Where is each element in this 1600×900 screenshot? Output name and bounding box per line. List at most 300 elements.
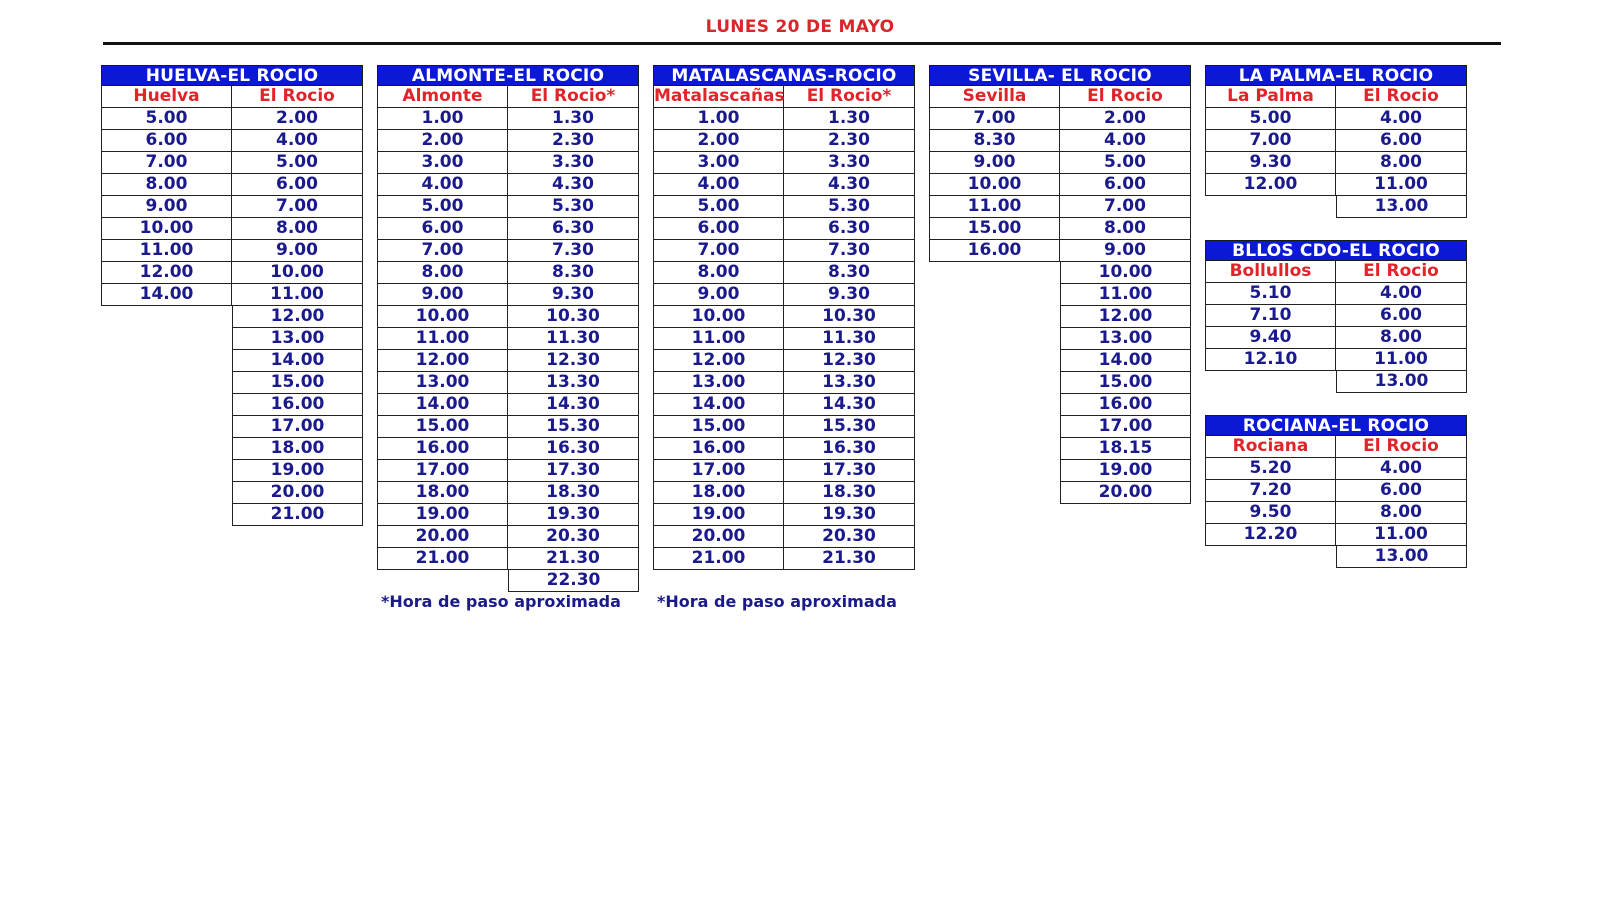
departure-time: 21.00 [377, 548, 508, 570]
table-row [1205, 174, 1467, 196]
destination-column-header: El Rocio [1060, 86, 1191, 108]
table-title: MATALASCANAS-ROCIO [653, 65, 915, 86]
table-row [377, 196, 639, 218]
return-time: 5.00 [1060, 152, 1191, 174]
table-row [653, 152, 915, 174]
table-almonte [377, 65, 639, 592]
table-row [1205, 327, 1467, 349]
table-row [929, 108, 1191, 130]
departure-time: 12.00 [101, 262, 232, 284]
departure-time: 4.00 [377, 174, 508, 196]
table-row [929, 174, 1191, 196]
return-time: 13.00 [1060, 328, 1191, 350]
empty-cell [929, 438, 1060, 460]
departure-time: 10.00 [101, 218, 232, 240]
departure-time: 5.00 [377, 196, 508, 218]
return-time: 20.00 [232, 482, 363, 504]
return-time: 1.30 [508, 108, 639, 130]
departure-time: 4.00 [653, 174, 784, 196]
return-time: 10.00 [1060, 262, 1191, 284]
departure-time: 19.00 [653, 504, 784, 526]
departure-time: 6.00 [377, 218, 508, 240]
return-time: 15.00 [1060, 372, 1191, 394]
departure-time: 9.30 [1205, 152, 1336, 174]
empty-cell [377, 570, 508, 592]
table-row [653, 328, 915, 350]
table-rociana [1205, 415, 1467, 568]
return-time: 3.30 [784, 152, 915, 174]
departure-time: 9.50 [1205, 502, 1336, 524]
return-time: 13.00 [1336, 371, 1467, 393]
return-time: 18.30 [784, 482, 915, 504]
table-row [377, 372, 639, 394]
return-time: 21.30 [508, 548, 639, 570]
return-time: 10.30 [784, 306, 915, 328]
return-time: 16.00 [1060, 394, 1191, 416]
table-row [377, 504, 639, 526]
departure-time: 10.00 [929, 174, 1060, 196]
origin-column-header: Sevilla [929, 86, 1060, 108]
table-title: ROCIANA-EL ROCIO [1205, 415, 1467, 436]
table-row [101, 196, 363, 218]
departure-time: 12.00 [653, 350, 784, 372]
departure-time: 20.00 [377, 526, 508, 548]
return-time: 9.30 [784, 284, 915, 306]
table-row [653, 130, 915, 152]
return-time: 15.30 [784, 416, 915, 438]
return-time: 8.00 [1336, 327, 1467, 349]
table-row [1205, 108, 1467, 130]
return-time: 16.30 [508, 438, 639, 460]
empty-cell [929, 328, 1060, 350]
return-time: 12.30 [508, 350, 639, 372]
table-row [653, 240, 915, 262]
departure-time: 16.00 [377, 438, 508, 460]
footnote-almonte: *Hora de paso aproximada [381, 592, 621, 611]
return-time: 4.00 [1336, 108, 1467, 130]
table-row [929, 438, 1191, 460]
departure-time: 17.00 [653, 460, 784, 482]
return-time: 22.30 [508, 570, 639, 592]
return-time: 14.30 [784, 394, 915, 416]
return-time: 13.00 [1336, 196, 1467, 218]
return-time: 6.30 [508, 218, 639, 240]
table-row [377, 328, 639, 350]
table-row [653, 306, 915, 328]
table-row [377, 416, 639, 438]
table-row [1205, 130, 1467, 152]
return-time: 6.00 [232, 174, 363, 196]
table-row [653, 372, 915, 394]
return-time: 10.00 [232, 262, 363, 284]
table-row [377, 438, 639, 460]
return-time: 11.00 [1336, 524, 1467, 546]
departure-time: 11.00 [377, 328, 508, 350]
return-time: 5.30 [784, 196, 915, 218]
departure-time: 18.00 [653, 482, 784, 504]
empty-cell [1205, 196, 1336, 218]
table-row [377, 284, 639, 306]
table-row [101, 174, 363, 196]
table-row [653, 108, 915, 130]
origin-column-header: Almonte [377, 86, 508, 108]
table-row [377, 460, 639, 482]
departure-time: 5.20 [1205, 458, 1336, 480]
table-row [929, 130, 1191, 152]
table-row [101, 438, 363, 460]
empty-cell [101, 416, 232, 438]
table-row [1205, 349, 1467, 371]
departure-time: 3.00 [377, 152, 508, 174]
table-title: SEVILLA- EL ROCIO [929, 65, 1191, 86]
table-row [1205, 480, 1467, 502]
table-row [653, 284, 915, 306]
return-time: 18.30 [508, 482, 639, 504]
destination-column-header: El Rocio [1336, 261, 1467, 283]
table-row [1205, 305, 1467, 327]
table-row [929, 372, 1191, 394]
return-time: 6.00 [1336, 480, 1467, 502]
table-row [1205, 546, 1467, 568]
table-huelva [101, 65, 363, 526]
return-time: 4.00 [232, 130, 363, 152]
return-time: 12.00 [1060, 306, 1191, 328]
departure-time: 12.00 [377, 350, 508, 372]
return-time: 21.30 [784, 548, 915, 570]
return-time: 18.15 [1060, 438, 1191, 460]
table-row [653, 416, 915, 438]
return-time: 11.00 [232, 284, 363, 306]
return-time: 11.30 [508, 328, 639, 350]
return-time: 5.30 [508, 196, 639, 218]
departure-time: 6.00 [653, 218, 784, 240]
table-row [929, 328, 1191, 350]
departure-time: 15.00 [377, 416, 508, 438]
empty-cell [101, 394, 232, 416]
return-time: 7.00 [232, 196, 363, 218]
table-row [1205, 502, 1467, 524]
table-row [101, 504, 363, 526]
departure-time: 7.20 [1205, 480, 1336, 502]
departure-time: 12.20 [1205, 524, 1336, 546]
table-bollullos [1205, 240, 1467, 393]
departure-time: 20.00 [653, 526, 784, 548]
departure-time: 5.00 [653, 196, 784, 218]
empty-cell [929, 306, 1060, 328]
table-row [101, 262, 363, 284]
departure-time: 7.00 [101, 152, 232, 174]
return-time: 16.00 [232, 394, 363, 416]
table-row [1205, 196, 1467, 218]
departure-time: 21.00 [653, 548, 784, 570]
departure-time: 5.10 [1205, 283, 1336, 305]
table-row [1205, 283, 1467, 305]
return-time: 19.00 [1060, 460, 1191, 482]
return-time: 11.30 [784, 328, 915, 350]
departure-time: 1.00 [377, 108, 508, 130]
return-time: 8.00 [1060, 218, 1191, 240]
departure-time: 5.00 [1205, 108, 1336, 130]
column-header-row [653, 86, 915, 108]
origin-column-header: La Palma [1205, 86, 1336, 108]
table-lapalma [1205, 65, 1467, 218]
table-row [101, 416, 363, 438]
return-time: 17.00 [1060, 416, 1191, 438]
departure-time: 2.00 [377, 130, 508, 152]
return-time: 13.30 [508, 372, 639, 394]
departure-time: 3.00 [653, 152, 784, 174]
departure-time: 9.00 [377, 284, 508, 306]
return-time: 3.30 [508, 152, 639, 174]
departure-time: 7.00 [653, 240, 784, 262]
table-row [377, 548, 639, 570]
return-time: 6.00 [1336, 130, 1467, 152]
return-time: 13.30 [784, 372, 915, 394]
return-time: 8.00 [232, 218, 363, 240]
return-time: 15.00 [232, 372, 363, 394]
table-matalascanas [653, 65, 915, 570]
page-title: LUNES 20 DE MAYO [705, 17, 895, 37]
table-row [377, 174, 639, 196]
table-row [101, 240, 363, 262]
table-row [377, 526, 639, 548]
departure-time: 11.00 [653, 328, 784, 350]
return-time: 13.00 [1336, 546, 1467, 568]
departure-time: 14.00 [101, 284, 232, 306]
table-title: BLLOS CDO-EL ROCIO [1205, 240, 1467, 261]
departure-time: 2.00 [653, 130, 784, 152]
table-row [929, 218, 1191, 240]
return-time: 9.00 [232, 240, 363, 262]
return-time: 11.00 [1336, 349, 1467, 371]
table-row [101, 130, 363, 152]
empty-cell [101, 372, 232, 394]
table-row [653, 196, 915, 218]
empty-cell [929, 394, 1060, 416]
return-time: 6.30 [784, 218, 915, 240]
empty-cell [101, 504, 232, 526]
table-row [101, 108, 363, 130]
departure-time: 10.00 [377, 306, 508, 328]
departure-time: 6.00 [101, 130, 232, 152]
departure-time: 13.00 [653, 372, 784, 394]
return-time: 6.00 [1060, 174, 1191, 196]
table-row [929, 482, 1191, 504]
empty-cell [929, 284, 1060, 306]
table-row [653, 482, 915, 504]
destination-column-header: El Rocio [232, 86, 363, 108]
table-row [101, 394, 363, 416]
return-time: 8.30 [508, 262, 639, 284]
return-time: 2.30 [508, 130, 639, 152]
empty-cell [929, 372, 1060, 394]
return-time: 9.30 [508, 284, 639, 306]
empty-cell [101, 482, 232, 504]
departure-time: 7.00 [929, 108, 1060, 130]
column-header-row [1205, 436, 1467, 458]
column-header-row [377, 86, 639, 108]
return-time: 12.00 [232, 306, 363, 328]
table-title: HUELVA-EL ROCIO [101, 65, 363, 86]
return-time: 17.00 [232, 416, 363, 438]
table-row [929, 196, 1191, 218]
empty-cell [929, 460, 1060, 482]
departure-time: 1.00 [653, 108, 784, 130]
table-row [101, 284, 363, 306]
empty-cell [101, 328, 232, 350]
departure-time: 16.00 [653, 438, 784, 460]
table-title: ALMONTE-EL ROCIO [377, 65, 639, 86]
return-time: 19.00 [232, 460, 363, 482]
table-row [653, 526, 915, 548]
table-row [377, 130, 639, 152]
table-row [929, 152, 1191, 174]
table-row [377, 570, 639, 592]
return-time: 19.30 [784, 504, 915, 526]
empty-cell [1205, 546, 1336, 568]
empty-cell [1205, 371, 1336, 393]
return-time: 8.30 [784, 262, 915, 284]
table-row [1205, 152, 1467, 174]
return-time: 18.00 [232, 438, 363, 460]
return-time: 17.30 [508, 460, 639, 482]
empty-cell [101, 438, 232, 460]
departure-time: 19.00 [377, 504, 508, 526]
table-row [101, 350, 363, 372]
table-row [377, 262, 639, 284]
table-row [653, 460, 915, 482]
return-time: 8.00 [1336, 502, 1467, 524]
table-sevilla [929, 65, 1191, 504]
table-row [653, 350, 915, 372]
table-row [377, 350, 639, 372]
return-time: 2.00 [232, 108, 363, 130]
table-row [101, 460, 363, 482]
table-row [929, 306, 1191, 328]
return-time: 15.30 [508, 416, 639, 438]
departure-time: 14.00 [653, 394, 784, 416]
empty-cell [929, 482, 1060, 504]
return-time: 16.30 [784, 438, 915, 460]
return-time: 14.00 [1060, 350, 1191, 372]
return-time: 7.00 [1060, 196, 1191, 218]
empty-cell [929, 416, 1060, 438]
departure-time: 10.00 [653, 306, 784, 328]
table-row [377, 108, 639, 130]
table-row [929, 394, 1191, 416]
return-time: 4.30 [508, 174, 639, 196]
departure-time: 7.00 [377, 240, 508, 262]
table-row [377, 482, 639, 504]
table-row [101, 152, 363, 174]
table-row [1205, 371, 1467, 393]
table-row [653, 438, 915, 460]
departure-time: 8.00 [377, 262, 508, 284]
column-header-row [101, 86, 363, 108]
table-row [929, 284, 1191, 306]
column-header-row [929, 86, 1191, 108]
empty-cell [101, 350, 232, 372]
table-row [653, 394, 915, 416]
table-row [653, 548, 915, 570]
table-row [929, 350, 1191, 372]
empty-cell [929, 262, 1060, 284]
return-time: 12.30 [784, 350, 915, 372]
departure-time: 11.00 [101, 240, 232, 262]
column-header-row [1205, 86, 1467, 108]
return-time: 4.00 [1336, 458, 1467, 480]
title-rule [103, 42, 1501, 45]
departure-time: 7.10 [1205, 305, 1336, 327]
table-row [377, 306, 639, 328]
destination-column-header: El Rocio* [508, 86, 639, 108]
return-time: 19.30 [508, 504, 639, 526]
return-time: 4.30 [784, 174, 915, 196]
departure-time: 9.00 [101, 196, 232, 218]
departure-time: 12.10 [1205, 349, 1336, 371]
table-row [1205, 458, 1467, 480]
destination-column-header: El Rocio [1336, 436, 1467, 458]
departure-time: 7.00 [1205, 130, 1336, 152]
departure-time: 9.40 [1205, 327, 1336, 349]
return-time: 20.00 [1060, 482, 1191, 504]
table-row [929, 262, 1191, 284]
departure-time: 17.00 [377, 460, 508, 482]
table-row [653, 262, 915, 284]
return-time: 13.00 [232, 328, 363, 350]
table-row [101, 218, 363, 240]
table-row [653, 218, 915, 240]
return-time: 20.30 [784, 526, 915, 548]
departure-time: 9.00 [929, 152, 1060, 174]
departure-time: 15.00 [653, 416, 784, 438]
return-time: 4.00 [1336, 283, 1467, 305]
return-time: 11.00 [1060, 284, 1191, 306]
return-time: 5.00 [232, 152, 363, 174]
return-time: 10.30 [508, 306, 639, 328]
departure-time: 15.00 [929, 218, 1060, 240]
origin-column-header: Matalascañas [654, 86, 785, 106]
departure-time: 8.00 [653, 262, 784, 284]
return-time: 4.00 [1060, 130, 1191, 152]
table-row [377, 240, 639, 262]
table-row [929, 460, 1191, 482]
destination-column-header: El Rocio [1336, 86, 1467, 108]
return-time: 11.00 [1336, 174, 1467, 196]
table-row [101, 328, 363, 350]
table-row [377, 218, 639, 240]
return-time: 20.30 [508, 526, 639, 548]
departure-time: 9.00 [653, 284, 784, 306]
departure-time: 8.30 [929, 130, 1060, 152]
table-row [101, 306, 363, 328]
empty-cell [101, 306, 232, 328]
table-row [1205, 524, 1467, 546]
return-time: 7.30 [508, 240, 639, 262]
destination-column-header: El Rocio* [784, 86, 915, 108]
table-row [101, 372, 363, 394]
departure-time: 13.00 [377, 372, 508, 394]
departure-time: 16.00 [929, 240, 1060, 262]
departure-time: 11.00 [929, 196, 1060, 218]
return-time: 6.00 [1336, 305, 1467, 327]
return-time: 7.30 [784, 240, 915, 262]
origin-column-header: Rociana [1205, 436, 1336, 458]
departure-time: 8.00 [101, 174, 232, 196]
return-time: 2.00 [1060, 108, 1191, 130]
origin-column-header: Huelva [101, 86, 232, 108]
table-row [101, 482, 363, 504]
